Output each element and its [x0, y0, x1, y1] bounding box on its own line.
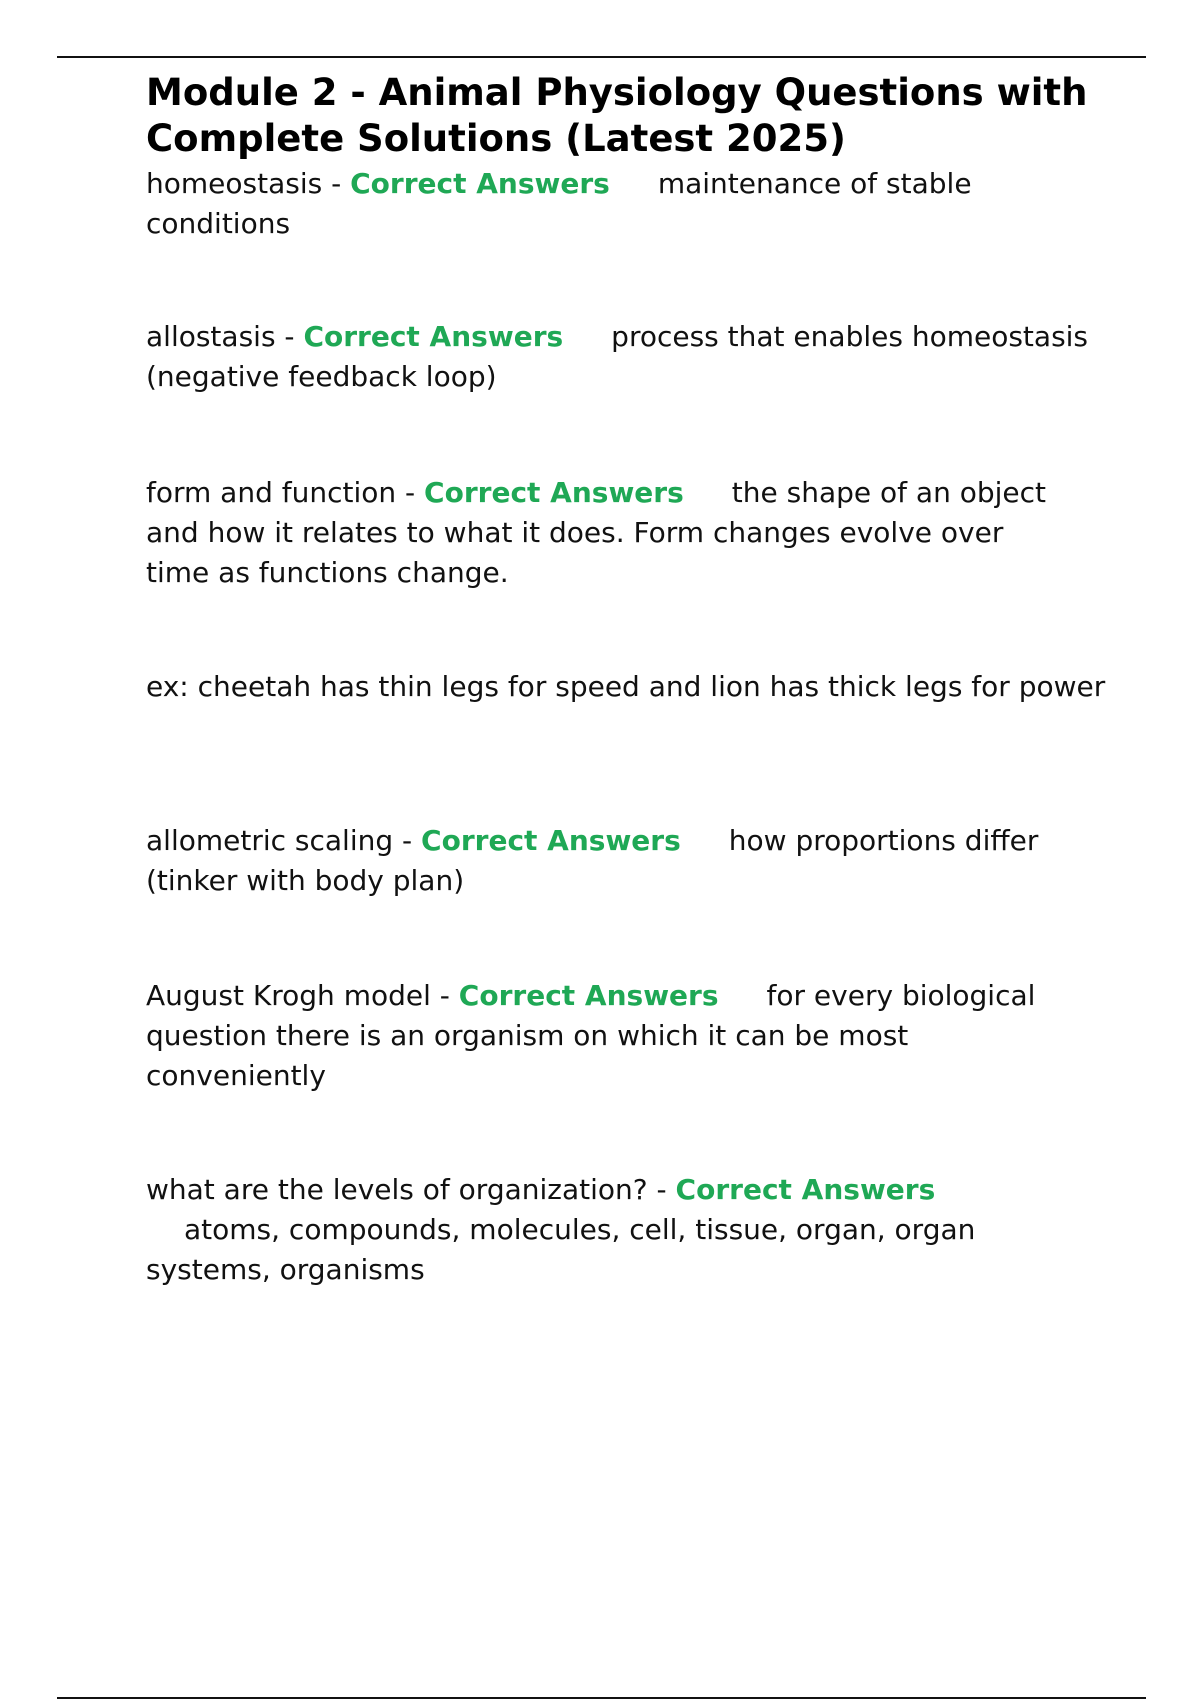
answer-label: Correct Answers — [421, 824, 681, 857]
definition: for every biological question there is an organism on which it can be most conveniently — [146, 979, 1036, 1092]
example-text: ex: cheetah has thin legs for speed and lion has thick legs for power — [146, 670, 1106, 703]
definition: maintenance of stable conditions — [146, 167, 972, 240]
qa-entry — [146, 1170, 1096, 1290]
document-title: Module 2 - Animal Physiology Questions with Complete Solutions (Latest 2025) — [146, 71, 1088, 160]
term: August Krogh model - — [146, 979, 459, 1012]
term: allostasis - — [146, 320, 304, 353]
example-note — [146, 667, 1106, 707]
answer-label: Correct Answers — [675, 1173, 936, 1206]
term: homeostasis - — [146, 167, 351, 200]
qa-entry — [146, 976, 1096, 1096]
answer-label: Correct Answers — [350, 167, 610, 200]
qa-entry — [146, 317, 1096, 397]
qa-entry — [146, 473, 1046, 593]
header-rule — [57, 56, 1146, 58]
term: what are the levels of organization? - — [146, 1173, 676, 1206]
answer-label: Correct Answers — [424, 476, 684, 509]
definition: atoms, compounds, molecules, cell, tissue, organ, organ systems, organisms — [146, 1213, 976, 1286]
answer-label: Correct Answers — [303, 320, 564, 353]
qa-entry — [146, 821, 1096, 901]
definition: process that enables homeostasis (negative feedback loop) — [146, 320, 1089, 393]
answer-label: Correct Answers — [458, 979, 719, 1012]
definition: how proportions differ (tinker with body plan) — [146, 824, 1039, 897]
footer-rule — [57, 1697, 1146, 1699]
term: allometric scaling - — [146, 824, 422, 857]
term: form and function - — [146, 476, 425, 509]
qa-entry — [146, 164, 1096, 244]
definition: the shape of an object and how it relates to what it does. Form changes evolve over time as functions change. — [146, 476, 1047, 589]
